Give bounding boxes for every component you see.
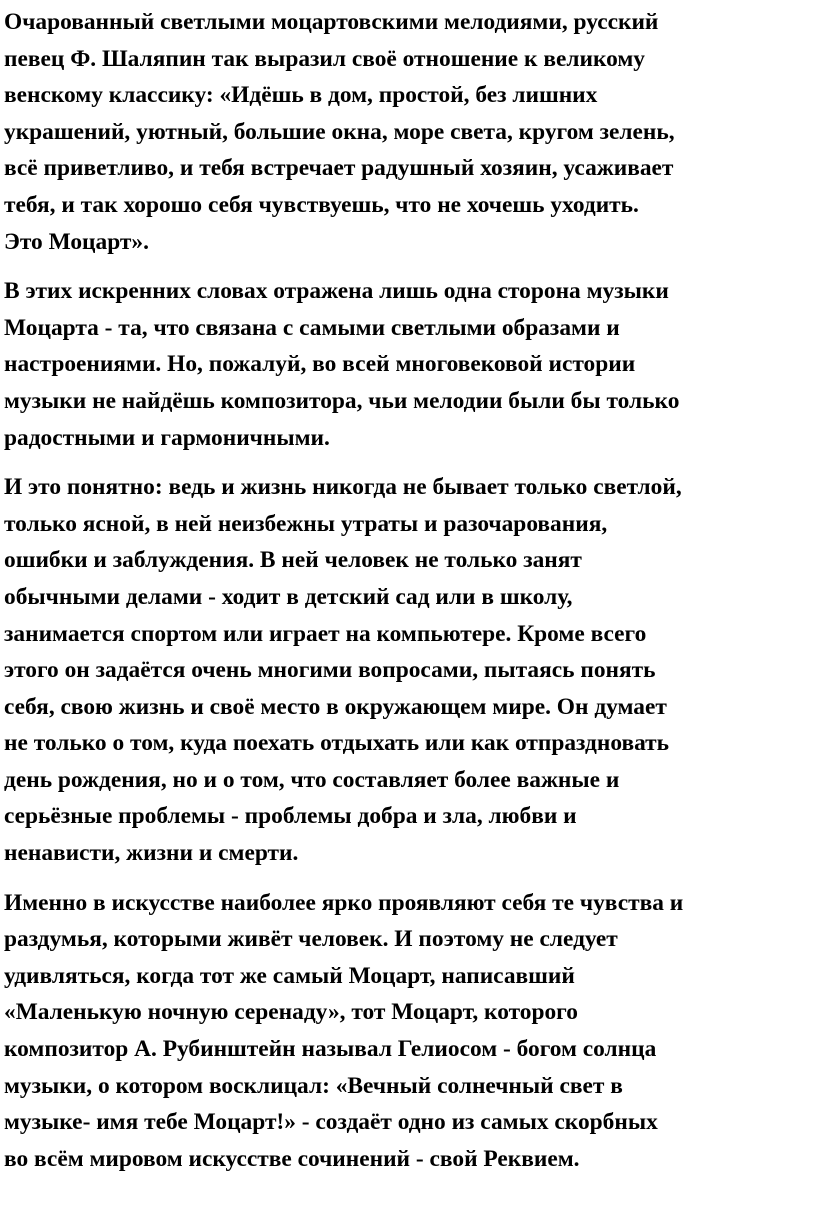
text-line: певец Ф. Шаляпин так выразил своё отношение к великому (4, 45, 645, 72)
text-line: только ясной, в ней неизбежны утраты и разочарования, (4, 510, 608, 537)
text-line: музыки, о котором восклицал: «Вечный солнечный свет в (4, 1072, 623, 1099)
text-line: музыки не найдёшь композитора, чьи мелодии были бы только (4, 387, 680, 414)
text-line: себя, свою жизнь и своё место в окружающем мире. Он думает (4, 693, 667, 720)
text-line: этого он задаётся очень многими вопросами, пытаясь понять (4, 657, 656, 684)
text-line: всё приветливо, и тебя встречает радушный хозяин, усаживает (4, 155, 674, 182)
text-line: ненависти, жизни и смерти. (4, 840, 299, 867)
text-line: обычными делами - ходит в детский сад или в школу, (4, 583, 573, 610)
text-line: венскому классику: «Идёшь в дом, простой, без лишних (4, 82, 598, 109)
text-line: занимается спортом или играет на компьютере. Кроме всего (4, 620, 647, 647)
text-line: удивляться, когда тот же самый Моцарт, написавший (4, 962, 575, 989)
text-line: Очарованный светлыми моцартовскими мелодиями, русский (4, 9, 659, 35)
text-line: не только о том, куда поехать отдыхать или как отпраздновать (4, 730, 670, 757)
paragraph-requiem (4, 885, 812, 1178)
text-line: И это понятно: ведь и жизнь никогда не бывает только светлой, (4, 474, 682, 501)
text-line: «Маленькую ночную серенаду», тот Моцарт, которого (4, 999, 578, 1026)
text-line: во всём мировом искусстве сочинений - свой Реквием. (4, 1145, 580, 1172)
text-line: радостными и гармоничными. (4, 424, 330, 451)
text-line: серьёзные проблемы - проблемы добра и зла, любви и (4, 803, 577, 830)
text-line: тебя, и так хорошо себя чувствуешь, что не хочешь уходить. (4, 191, 639, 218)
text-line: музыке- имя тебе Моцарт!» - создаёт одно из самых скорбных (4, 1109, 658, 1136)
paragraph-life-questions (4, 469, 812, 872)
text-line: раздумья, которыми живёт человек. И поэтому не следует (4, 926, 618, 953)
text-line: В этих искренних словах отражена лишь одна сторона музыки (4, 278, 669, 305)
text-line: ошибки и заблуждения. В ней человек не только занят (4, 547, 582, 574)
text-line: композитор А. Рубинштейн называл Гелиосом - богом солнца (4, 1036, 657, 1063)
text-line: Моцарта - та, что связана с самыми светлыми образами и (4, 314, 620, 341)
paragraph-one-side-of-music (4, 273, 812, 456)
text-line: день рождения, но и о том, что составляет более важные и (4, 766, 620, 793)
text-line: Именно в искусстве наиболее ярко проявляют себя те чувства и (4, 889, 684, 916)
text-line: украшений, уютный, большие окна, море света, кругом зелень, (4, 118, 675, 145)
text-line: Это Моцарт». (4, 228, 149, 255)
text-line: настроениями. Но, пожалуй, во всей многовековой истории (4, 351, 636, 378)
paragraph-chaliapin-quote (4, 4, 812, 260)
